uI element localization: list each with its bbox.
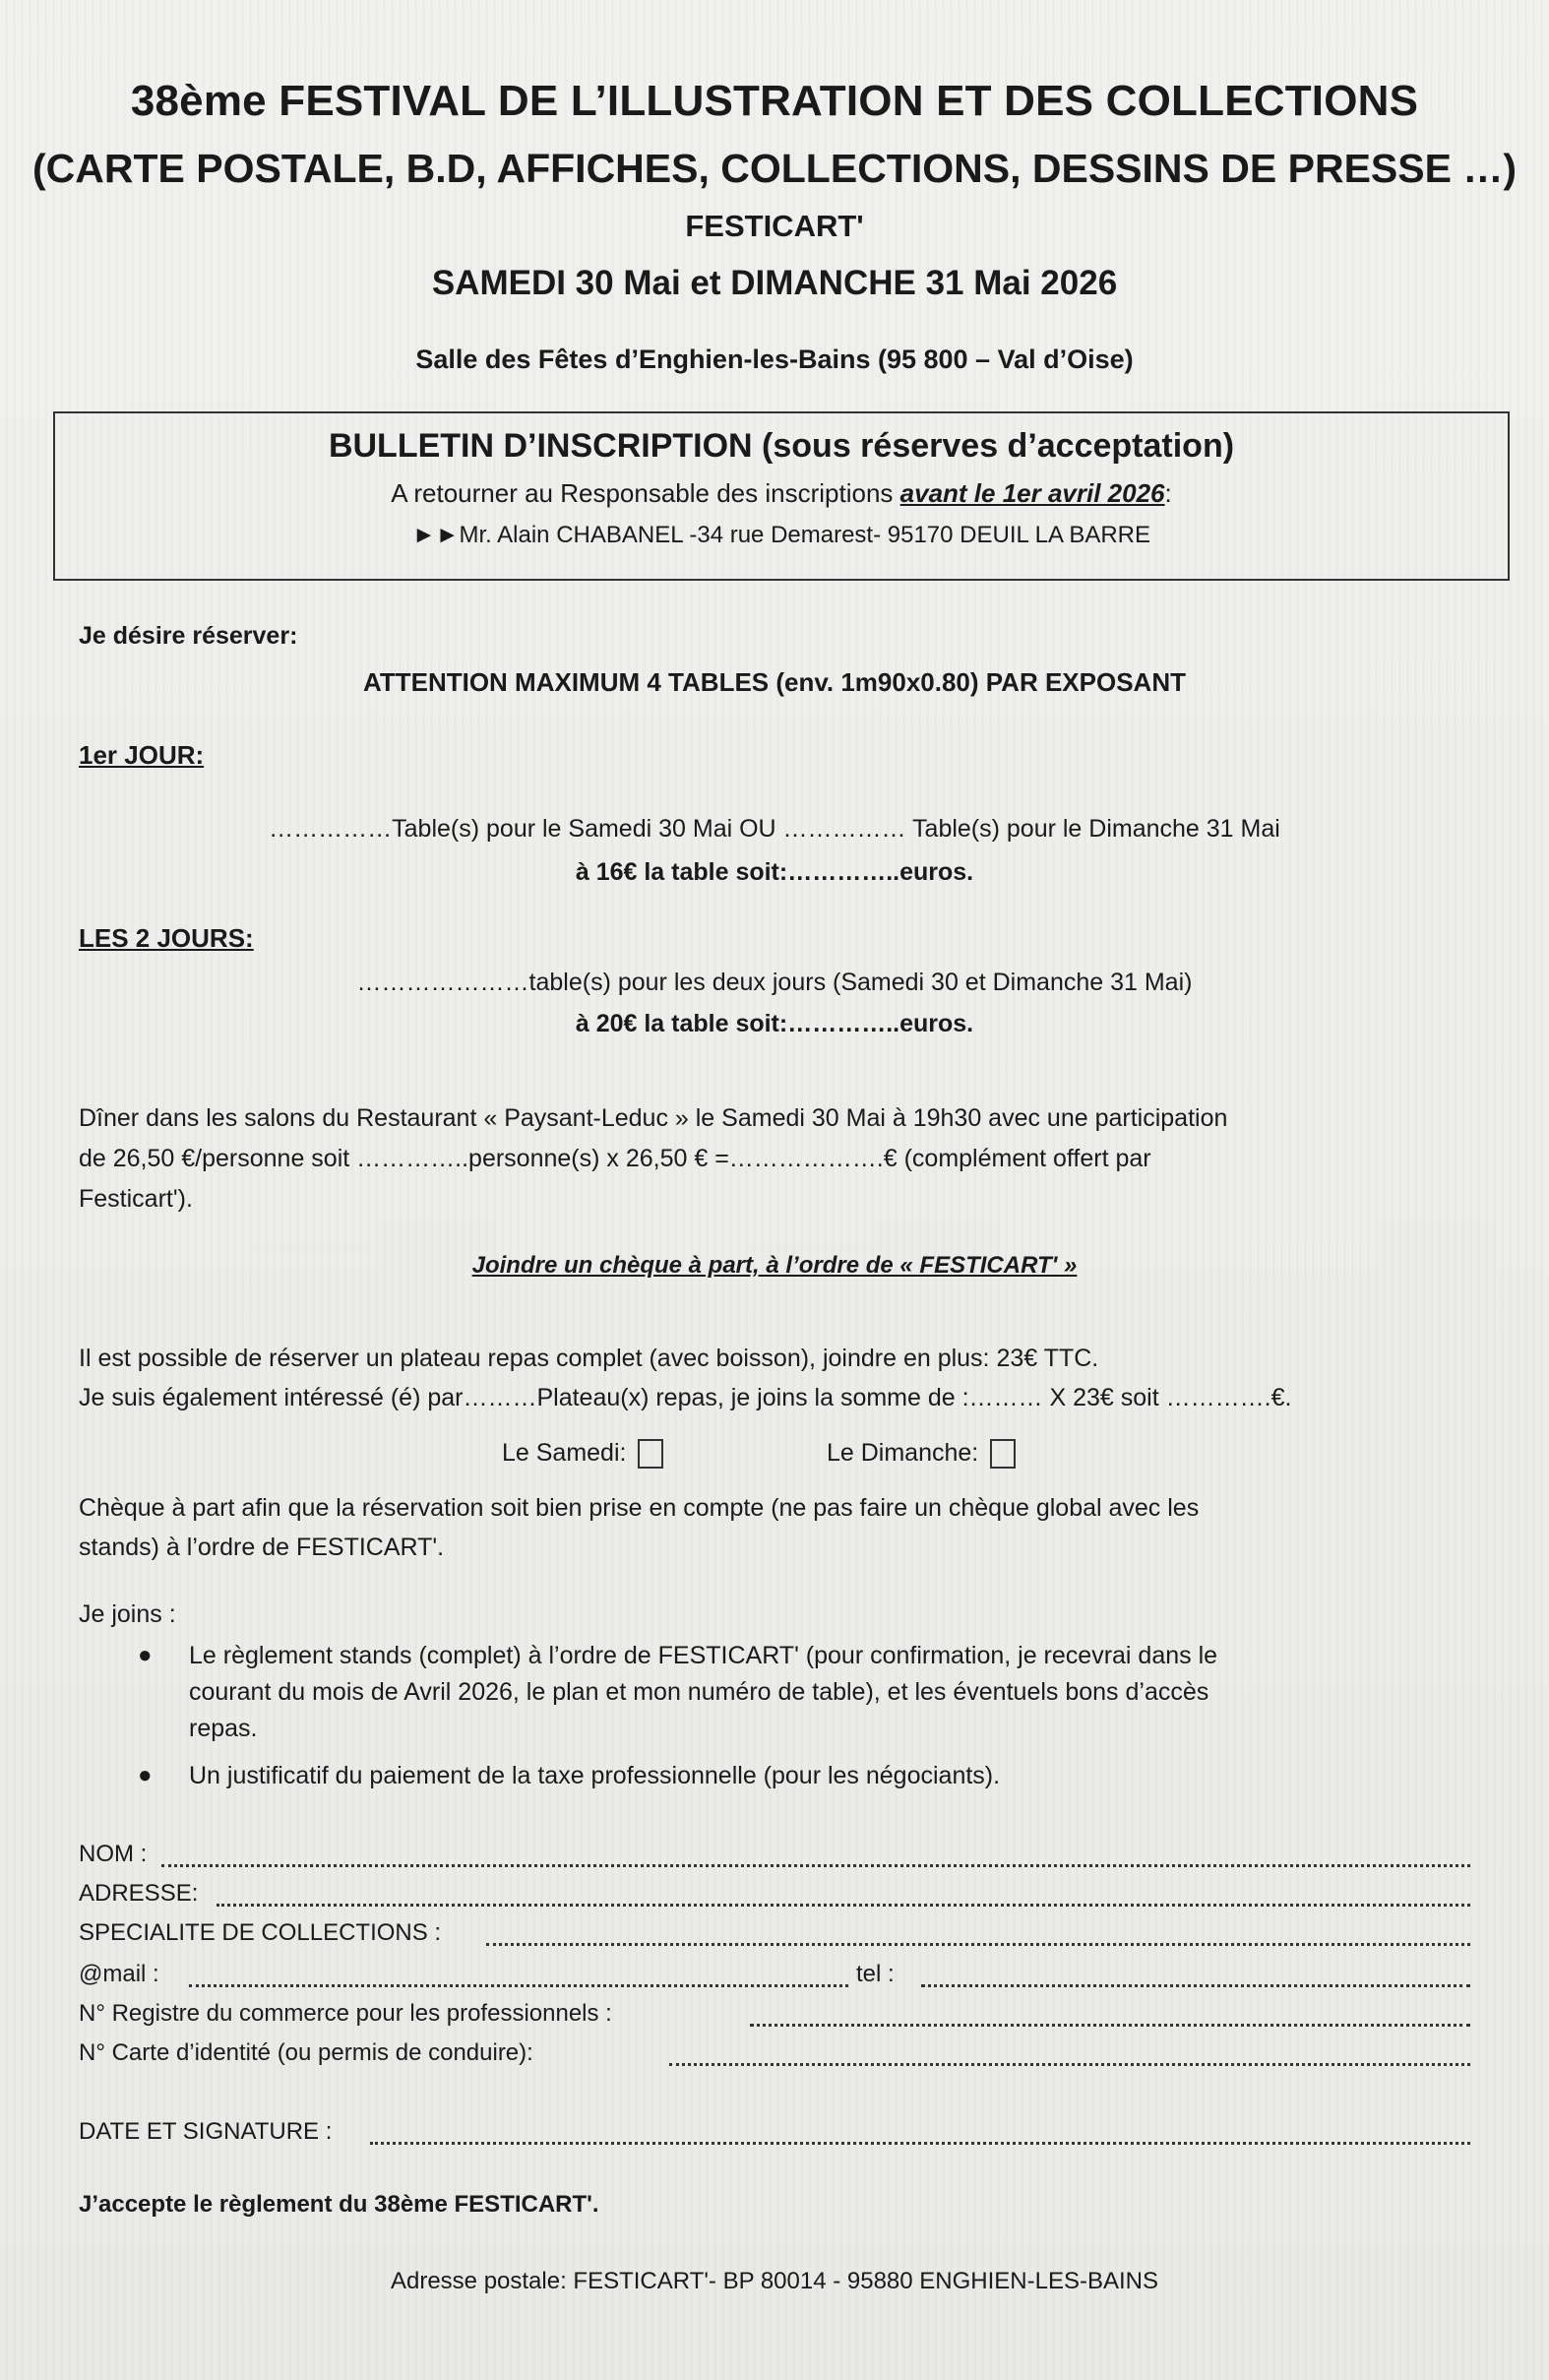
return-prefix: A retourner au Responsable des inscriptions — [391, 478, 900, 508]
cheque-note: Joindre un chèque à part, à l’ordre de « FESTICART' » — [471, 1252, 1078, 1279]
sunday-checkbox[interactable] — [990, 1439, 1016, 1469]
dinner-text-2: de 26,50 €/personne soit …………..personne(s) x 26,50 € =……………….€ (complément offert par — [79, 1145, 1151, 1172]
saturday-checkbox[interactable] — [638, 1439, 663, 1469]
date-signature-label: DATE ET SIGNATURE : — [79, 2118, 333, 2145]
id-card-label: N° Carte d’identité (ou permis de conduire): — [79, 2039, 533, 2066]
attachment-item-1-line-2: courant du mois de Avril 2026, le plan et mon numéro de table), et les éventuels bons d’accès — [189, 1678, 1209, 1706]
name-field[interactable] — [161, 1864, 1470, 1867]
specialty-label: SPECIALITE DE COLLECTIONS : — [79, 1919, 442, 1946]
postal-address: Adresse postale: FESTICART'- BP 80014 - 95880 ENGHIEN-LES-BAINS — [390, 2268, 1159, 2294]
attachment-item-1-line-1: Le règlement stands (complet) à l’ordre de FESTICART' (pour confirmation, je recevrai dans le — [189, 1642, 1218, 1669]
brand-name: FESTICART' — [685, 209, 864, 243]
venue: Salle des Fêtes d’Enghien-les-Bains (95 800 – Val d’Oise) — [415, 344, 1134, 374]
meal-tray-note-2: stands) à l’ordre de FESTICART'. — [79, 1534, 445, 1561]
return-instructions — [53, 478, 1510, 509]
saturday-option[interactable] — [502, 1439, 663, 1469]
meal-tray-note-1: Chèque à part afin que la réservation soit bien prise en compte (ne pas faire un chèque global avec les — [79, 1494, 1200, 1522]
address-label: ADRESSE: — [79, 1880, 199, 1907]
meal-tray-line-1: Il est possible de réserver un plateau repas complet (avec boisson), joindre en plus: 23€ TTC. — [79, 1345, 1099, 1372]
two-days-price: à 20€ la table soit:…………..euros. — [575, 1010, 974, 1037]
id-card-field[interactable] — [669, 2063, 1470, 2066]
saturday-label: Le Samedi: — [502, 1439, 627, 1467]
accept-rules: J’accepte le règlement du 38ème FESTICART'. — [79, 2191, 599, 2218]
two-days-tables-line: …………………table(s) pour les deux jours (Samedi 30 et Dimanche 31 Mai) — [356, 969, 1193, 996]
name-label: NOM : — [79, 1841, 148, 1867]
tel-field[interactable] — [921, 1984, 1470, 1987]
registration-title: BULLETIN D’INSCRIPTION (sous réserves d’acceptation) — [328, 427, 1235, 465]
max-tables-warning: ATTENTION MAXIMUM 4 TABLES (env. 1m90x0.80) PAR EXPOSANT — [363, 667, 1186, 697]
email-label: @mail : — [79, 1961, 159, 1987]
deadline: avant le 1er avril 2026 — [899, 478, 1165, 508]
bullet-icon: ● — [138, 1762, 153, 1788]
day1-heading: 1er JOUR: — [79, 740, 205, 770]
tel-label: tel : — [856, 1961, 895, 1987]
day1-tables-line: ……………Table(s) pour le Samedi 30 Mai OU …………… Table(s) pour le Dimanche 31 Mai — [269, 815, 1280, 843]
festival-subtitle: (CARTE POSTALE, B.D, AFFICHES, COLLECTIONS, DESSINS DE PRESSE …) — [31, 146, 1517, 191]
festival-dates: SAMEDI 30 Mai et DIMANCHE 31 Mai 2026 — [431, 264, 1118, 302]
attachment-item-1-line-3: repas. — [189, 1715, 258, 1742]
reservation-intro: Je désire réserver: — [79, 622, 298, 650]
attachments-intro: Je joins : — [79, 1600, 176, 1628]
email-field[interactable] — [189, 1984, 848, 1987]
festival-title: 38ème FESTIVAL DE L’ILLUSTRATION ET DES COLLECTIONS — [130, 77, 1419, 125]
meal-tray-line-2: Je suis également intéressé (é) par………Plateau(x) repas, je joins la somme de :……… X 23€ soit ………….€. — [79, 1384, 1292, 1411]
day1-price: à 16€ la table soit:…………..euros. — [575, 858, 974, 886]
return-address: ►►Mr. Alain CHABANEL -34 rue Demarest- 95170 DEUIL LA BARRE — [411, 522, 1151, 548]
two-days-heading: LES 2 JOURS: — [79, 923, 254, 953]
attachment-item-1 — [189, 1638, 1488, 1747]
registry-field[interactable] — [750, 2024, 1470, 2027]
attachment-item-2: Un justificatif du paiement de la taxe professionnelle (pour les négociants). — [189, 1762, 1001, 1789]
deadline-suffix: : — [1164, 478, 1172, 508]
dinner-text-3: Festicart'). — [79, 1185, 193, 1213]
dinner-text-1: Dîner dans les salons du Restaurant « Paysant-Leduc » le Samedi 30 Mai à 19h30 avec une participation — [79, 1104, 1228, 1132]
sunday-option[interactable] — [827, 1439, 1016, 1469]
date-signature-field[interactable] — [370, 2142, 1470, 2145]
sunday-label: Le Dimanche: — [827, 1439, 979, 1467]
bullet-icon: ● — [138, 1642, 153, 1668]
specialty-field[interactable] — [486, 1943, 1470, 1946]
registry-label: N° Registre du commerce pour les professionnels : — [79, 2000, 612, 2027]
address-field[interactable] — [217, 1904, 1470, 1907]
